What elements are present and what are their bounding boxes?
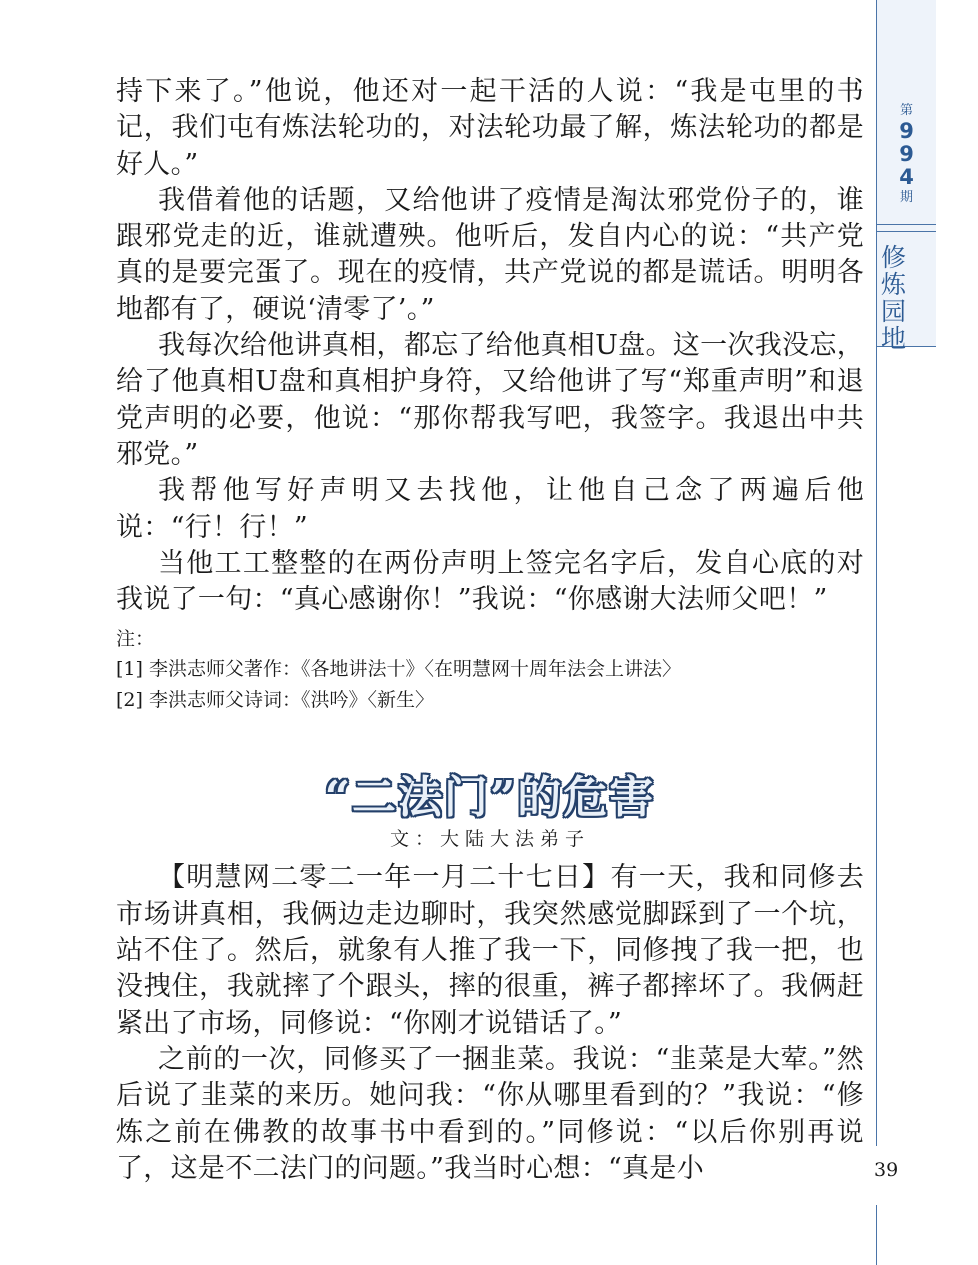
note-item: [2] 李洪志师父诗词：《洪吟》〈新生〉 bbox=[116, 689, 434, 712]
body-paragraph: 我帮他写好声明又去找他，让他自己念了两遍后他说：“行！行！” bbox=[116, 475, 864, 543]
issue-digit: 9 bbox=[899, 142, 914, 166]
section-name bbox=[881, 244, 911, 352]
note-item: [1] 李洪志师父著作：《各地讲法十》〈在明慧网十周年法会上讲法〉 bbox=[116, 658, 681, 681]
article-title: “二法门”的危害 bbox=[324, 772, 656, 824]
body-paragraph: 我借着他的话题，又给他讲了疫情是淘汰邪党份子的，谁跟邪党走的近，谁就遭殃。他听后，发自内心的说：“共产党真的是要完蛋了。现在的疫情，共产党说的都是谎话。明明各地都有了，硬说‘清零了’。” bbox=[116, 184, 864, 325]
section-char: 炼 bbox=[881, 270, 907, 299]
issue-digit: 4 bbox=[899, 165, 914, 189]
section-char: 园 bbox=[881, 297, 907, 326]
margin-rule bbox=[876, 1205, 877, 1265]
section-char: 地 bbox=[881, 324, 907, 353]
margin-rule bbox=[876, 346, 877, 1146]
body-paragraph: 我每次给他讲真相，都忘了给他真相U盘。这一次我没忘，给了他真相U盘和真相护身符，又给他讲了写“郑重声明”和退党声明的必要，他说：“那你帮我写吧，我签字。我退出中共邪党。” bbox=[116, 330, 864, 470]
body-paragraph: 当他工工整整的在两份声明上签完名字后，发自心底的对我说了一句：“真心感谢你！”我说：“你感谢大法师父吧！” bbox=[116, 547, 864, 616]
issue-tab bbox=[876, 0, 936, 353]
notes-label: 注： bbox=[116, 628, 155, 651]
article-paragraph: 之前的一次，同修买了一捆韭菜。我说：“韭菜是大荤。”然后说了韭菜的来历。她问我：“你从哪里看到的？”我说：“修炼之前在佛教的故事书中看到的。”同修说：“以后你别再说了，这是不二法门的问题。”我当时心想：“真是小 bbox=[116, 1043, 864, 1184]
side-panel bbox=[876, 0, 978, 1265]
issue-label bbox=[877, 102, 936, 207]
issue-suffix: 期 bbox=[899, 190, 913, 205]
issue-digit: 9 bbox=[899, 119, 914, 143]
text-column bbox=[116, 74, 864, 1187]
body-paragraph: 持下来了。”他说，他还对一起干活的人说：“我是屯里的书记，我们屯有炼法轮功的，对法轮功最了解，炼法轮功的都是好人。” bbox=[116, 76, 864, 180]
article-byline: 文：大陆大法弟子 bbox=[389, 828, 590, 851]
issue-prefix: 第 bbox=[899, 103, 913, 118]
section-char: 修 bbox=[881, 243, 907, 272]
side-divider bbox=[877, 224, 936, 232]
page-number: 39 bbox=[874, 1159, 899, 1181]
article-paragraph: 【明慧网二零二一年一月二十七日】有一天，我和同修去市场讲真相，我俩边走边聊时，我突然感觉脚踩到了一个坑，站不住了。然后，就象有人推了我一下，同修拽了我一把，也没拽住，我就摔了个跟头，摔的很重，裤子都摔坏了。我俩赶紧出了市场，同修说：“你刚才说错话了。” bbox=[116, 862, 864, 1039]
